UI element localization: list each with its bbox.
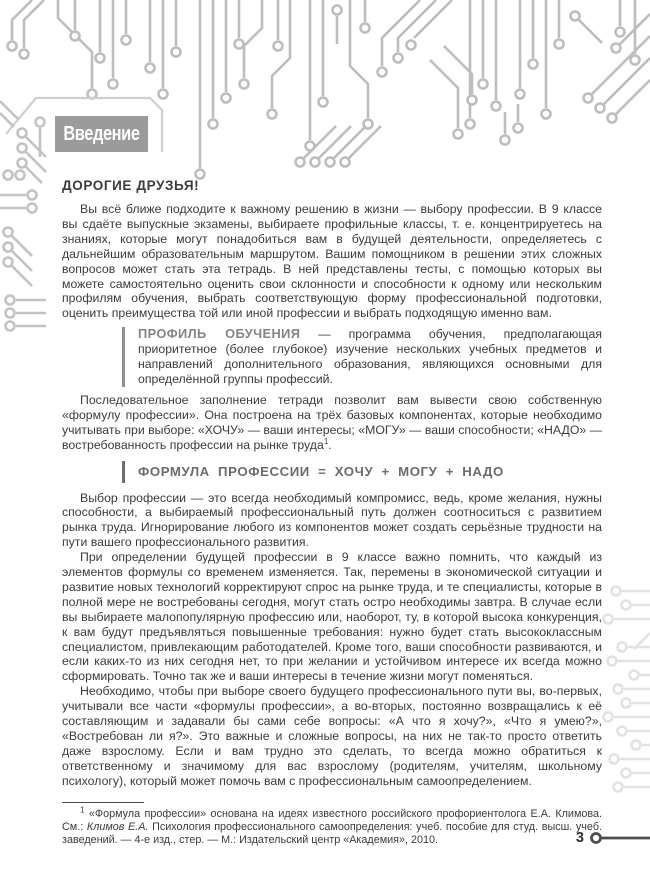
definition-text	[138, 327, 602, 387]
paragraph-4: При определении будущей профессии в 9 классе важно помнить, что каждый из элементов формулы со временем изменяется. Так, перемены в экономической ситуации и развитие новых технологий корректируют спрос на рынке труда, и те специалисты, которые в полной мере не востребованы сегодня, могут стать остро необходимы завтра. В случае если вы выбираете малопопулярную профессию или, наоборот, ту, в которой высока конкуренция, к вам будут предъявляться повышенные требования: нужно будет стать высококлассным специалистом, привлекающим работодателей. Кроме того, ваши способности развиваются, и если каких-то из них сегодня нет, то при желании и устойчивом интересе их всегда можно сформировать. Точно так же и ваши интересы в течение жизни могут поменяться.	[62, 550, 602, 684]
footnote	[62, 802, 602, 848]
footnote-part2: Психология профессионального самоопределения: учеб. пособие для студ. высш. учеб. заведений. — 4-е изд., стер. — М.: Издательский центр «Академия», 2010.	[62, 820, 602, 847]
paragraph-2	[62, 393, 602, 453]
section-greeting: ДОРОГИЕ ДРУЗЬЯ!	[62, 178, 200, 193]
page-number-trace-icon	[588, 830, 650, 846]
chapter-tab	[55, 116, 148, 152]
paragraph-2-end: .	[328, 437, 332, 452]
footnote-marker: 1	[80, 805, 85, 815]
definition-term: ПРОФИЛЬ ОБУЧЕНИЯ	[138, 326, 301, 342]
page-content	[62, 178, 602, 848]
paragraph-2-text: Последовательное заполнение тетради позволит вам вывести свою собственную «формулу профессии». Она построена на трёх базовых компонентах, которые необходимо учитывать при выборе: «ХОЧУ» — ваши интересы; «МОГУ» — ваши способности; «НАДО» — востребованность профессии на рынке труда	[62, 392, 602, 452]
circuit-pattern-top-icon	[0, 0, 650, 200]
paragraph-1: Вы всё ближе подходите к важному решению в жизни — выбору профессии. В 9 классе вы сдаёте выпускные экзамены, выбираете профильные классы, т. е. концентрируетесь на знаниях, которые могут понадобиться вам в будущей деятельности, определяетесь с дальнейшим образовательным маршрутом. Вашим помощником в решении этих сложных вопросов может стать эта тетрадь. В ней представлены тесты, с помощью которых вы можете самостоятельно оценить свои склонности и способности к одному или нескольким профилям обучения, выбрать соответствующую форму профессиональной подготовки, оценить преимущества той или иной профессии и выбрать подходящую именно вам.	[62, 202, 602, 321]
circuit-pattern-left-icon	[0, 95, 62, 355]
paragraph-5: Необходимо, чтобы при выборе своего будущего профессионального пути вы, во-первых, учитывали все части «формулы профессии», а во-вторых, постоянно возвращались к её составляющим и задавали бы сами себе вопросы: «А что я хочу?», «Что я умею?», «Востребован ли я?». Это важные и сложные вопросы, на них не так-то просто ответить даже взрослому. Если и вам трудно это сделать, то всегда можно обратиться к ответственному и значимому для вас взрослому (родителям, учителям, школьному психологу), который может помочь вам с профессиональным самоопределением.	[62, 684, 602, 788]
footnote-text	[62, 805, 602, 848]
footnote-part1: «Формула профессии» основана на идеях известного российского профориентолога Е.А. Климова. См.:	[62, 807, 602, 833]
formula-text: ФОРМУЛА ПРОФЕССИИ = ХОЧУ + МОГУ + НАДО	[138, 463, 504, 479]
page-number: 3	[575, 830, 584, 846]
definition-body: — программа обучения, предполагающая приоритетное (более глубокое) изучение нескольких учебных предметов и направлений дополнительного образования, являющихся основными для определённой группы профессий.	[138, 327, 602, 386]
paragraph-3: Выбор профессии — это всегда необходимый компромисс, ведь, кроме желания, нужны способности, а выбираемый профессиональный путь должен соотноситься с развитием рынка труда. Игнорирование любого из компонентов может создать серьёзные трудности на пути вашего профессионального развития.	[62, 490, 602, 550]
footnote-reference: 1	[323, 436, 329, 446]
footnote-rule	[62, 802, 144, 803]
footnote-author: Климов Е.А.	[86, 820, 149, 833]
page-footer	[576, 830, 650, 846]
formula-callout	[122, 461, 602, 483]
definition-callout	[122, 327, 602, 387]
chapter-tab-label: Введение	[63, 122, 140, 145]
